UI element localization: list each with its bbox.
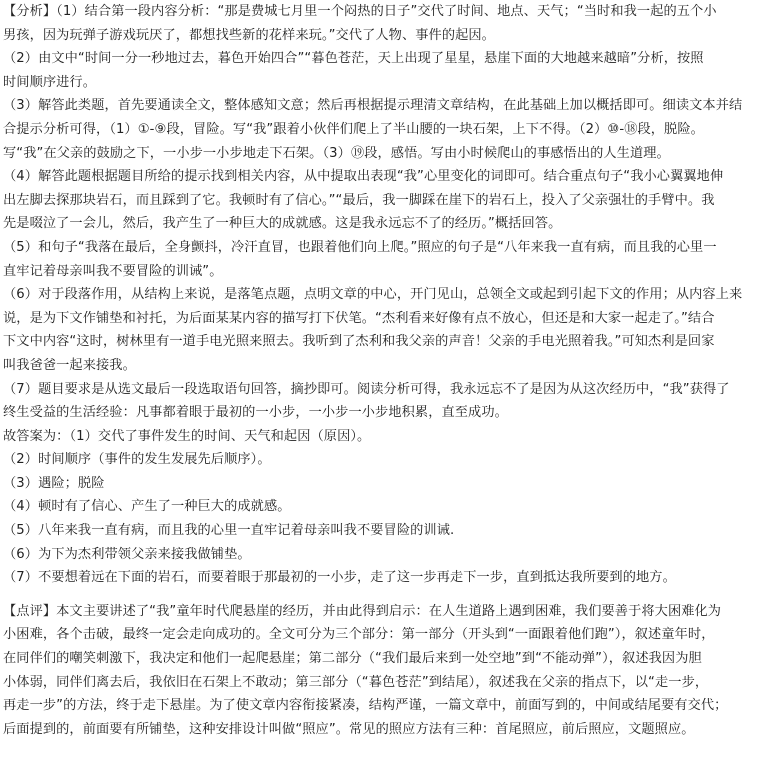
text-line: 男孩，因为玩弹子游戏玩厌了，都想找些新的花样来玩。”交代了人物、事件的起因。 xyxy=(3,27,495,43)
text-line: 时间顺序进行。 xyxy=(3,74,97,90)
text-line: 直牢记着母亲叫我不要冒险的训诫”。 xyxy=(3,263,223,279)
comment-section xyxy=(3,600,777,742)
text-line: 合提示分析可得，（1）①-⑨段，冒险。写“我”跟着小伙伴们爬上了半山腰的一块石架，上下不得。（2）⑩-⑱段，脱险。 xyxy=(3,121,704,137)
text-line: 后面提到的，前面要有所铺垫，这种安排设计叫做“照应”。常见的照应方法有三种：首尾照应，前后照应，文题照应。 xyxy=(3,721,695,737)
answer-line: 故答案为：（1）交代了事件发生的时间、天气和起因（原因）。 xyxy=(3,428,371,444)
text-line: 说，是为下文作铺垫和衬托，为后面某某内容的描写打下伏笔。“杰利看来好像有点不放心，但还是和大家一起走了。”结合 xyxy=(3,310,715,326)
text-line: （2）由文中“时间一分一秒地过去，暮色开始四合”“暮色苍茫，天上出现了星星，悬崖下面的大地越来越暗”分析，按照 xyxy=(3,51,704,67)
answer-line: （2）时间顺序（事件的发生发展先后顺序）。 xyxy=(3,452,271,468)
text-line: 小体弱，同伴们离去后，我依旧在石架上不敢动；第三部分（“暮色苍茫”到结尾），叙述我在父亲的指点下，以“走一步， xyxy=(3,674,709,690)
text-line: 终生受益的生活经验：凡事都着眼于最初的一小步，一小步一小步地积累，直至成功。 xyxy=(3,405,508,421)
text-line: 先是啜泣了一会儿，然后，我产生了一种巨大的成就感。这是我永远忘不了的经历。”概括回答。 xyxy=(3,216,562,232)
analysis-section xyxy=(3,0,777,590)
text-line: 小困难，各个击破，最终一定会走向成功的。全文可分为三个部分：第一部分（开头到“一面跟着他们跑”），叙述童年时， xyxy=(3,627,715,643)
text-line: 写“我”在父亲的鼓励之下，一小步一小步地走下石架。（3）⑲段，感悟。写由小时候爬山的事感悟出的人生道理。 xyxy=(3,145,670,161)
text-line: （3）解答此类题，首先要通读全文，整体感知文意；然后再根据提示理清文章结构，在此基础上加以概括即可。细读文本并结 xyxy=(3,98,743,114)
answer-line: （4）顿时有了信心、产生了一种巨大的成就感。 xyxy=(3,499,291,515)
text-line: 再走一步”的方法，终于走下悬崖。为了使文章内容衔接紧凑，结构严谨，一篇文章中，前面写到的，中间或结尾要有交代； xyxy=(3,698,728,714)
answer-line: （5）八年来我一直有病，而且我的心里一直牢记着母亲叫我不要冒险的训诫. xyxy=(3,523,455,539)
answer-line: （3）遇险；脱险 xyxy=(3,475,105,491)
text-line: 下文中内容“这时，树林里有一道手电光照来照去。我听到了杰利和我父亲的声音！父亲的手电光照着我。”可知杰利是回家 xyxy=(3,334,715,350)
text-line: 【分析】（1）结合第一段内容分析：“那是费城七月里一个闷热的日子”交代了时间、地点、天气；“当时和我一起的五个小 xyxy=(3,4,717,19)
answer-line: （6）为下为杰利带领父亲来接我做铺垫。 xyxy=(3,546,251,562)
text-line: （4）解答此题根据题目所给的提示找到相关内容，从中提取出表现“我”心里变化的词即可。结合重点句子“我小心翼翼地伸 xyxy=(3,169,724,185)
text-line: （7）题目要求是从选文最后一段选取语句回答，摘抄即可。阅读分析可得，我永远忘不了是因为从这次经历中，“我”获得了 xyxy=(3,381,730,397)
text-line: 叫我爸爸一起来接我。 xyxy=(3,357,136,373)
text-line: （6）对于段落作用，从结构上来说，是落笔点题，点明文章的中心，开门见山，总领全文或起到引起下文的作用；从内容上来 xyxy=(3,287,743,303)
section-spacer xyxy=(3,590,777,600)
text-line: 出左脚去探那块岩石，而且踩到了它。我顿时有了信心。”“最后，我一脚踩在崖下的岩石上，投入了父亲强壮的手臂中。我 xyxy=(3,192,715,208)
text-line: （5）和句子“我落在最后，全身颤抖，冷汗直冒，也跟着他们向上爬。”照应的句子是“八年来我一直有病，而且我的心里一 xyxy=(3,239,717,255)
text-line: 在同伴们的嘲笑刺激下，我决定和他们一起爬悬崖；第二部分（“我们最后来到一处空地”到“不能动弹”），叙述我因为胆 xyxy=(3,651,702,667)
text-line: 【点评】本文主要讲述了“我”童年时代爬悬崖的经历，并由此得到启示：在人生道路上遇到困难，我们要善于将大困难化为 xyxy=(3,603,722,619)
answer-line: （7）不要想着远在下面的岩石，而要着眼于那最初的一小步，走了这一步再走下一步，直到抵达我所要到的地方。 xyxy=(3,570,676,586)
